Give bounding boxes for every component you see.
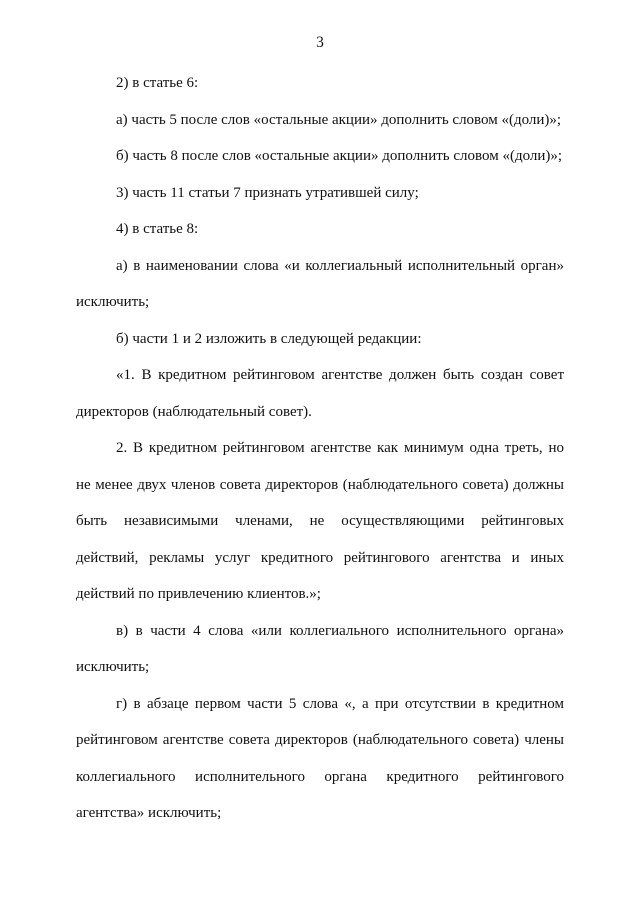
paragraph-new-part-1: «1. В кредитном рейтинговом агентстве должен быть создан совет директоров (наблюдательный совет). xyxy=(76,367,564,420)
paragraph-article-8: 4) в статье 8: xyxy=(116,221,199,237)
paragraph-article-7: 3) часть 11 статьи 7 признать утратившей силу; xyxy=(116,184,419,201)
paragraph-6b: б) часть 8 после слов «остальные акции» дополнить словом «(доли)»; xyxy=(116,148,563,164)
document-body xyxy=(76,65,564,832)
paragraph-8g: г) в абзаце первом части 5 слова «, а при отсутствии в кредитном рейтинговом агентстве совета директоров (наблюдательного совета) члены коллегиального исполнительного органа кредитного рейтингового агентства» исключить; xyxy=(76,695,564,821)
paragraph-6a: а) часть 5 после слов «остальные акции» дополнить словом «(доли)»; xyxy=(116,111,562,128)
paragraph-article-6: 2) в статье 6: xyxy=(116,75,199,91)
paragraph-new-part-2: 2. В кредитном рейтинговом агентстве как минимум одна треть, но не менее двух членов совета директоров (наблюдательного совета) должны быть независимыми членами, не осуществляющими рейтинговых действий, рекламы услуг кредитного рейтингового агентства и иных действий по привлечению клиентов.»; xyxy=(76,440,564,602)
page-number: 3 xyxy=(316,34,324,51)
paragraph-8v: в) в части 4 слова «или коллегиального исполнительного органа» исключить; xyxy=(76,622,564,675)
paragraph-8b: б) части 1 и 2 изложить в следующей редакции: xyxy=(116,330,422,347)
paragraph-8a: а) в наименовании слова «и коллегиальный исполнительный орган» исключить; xyxy=(76,257,564,310)
